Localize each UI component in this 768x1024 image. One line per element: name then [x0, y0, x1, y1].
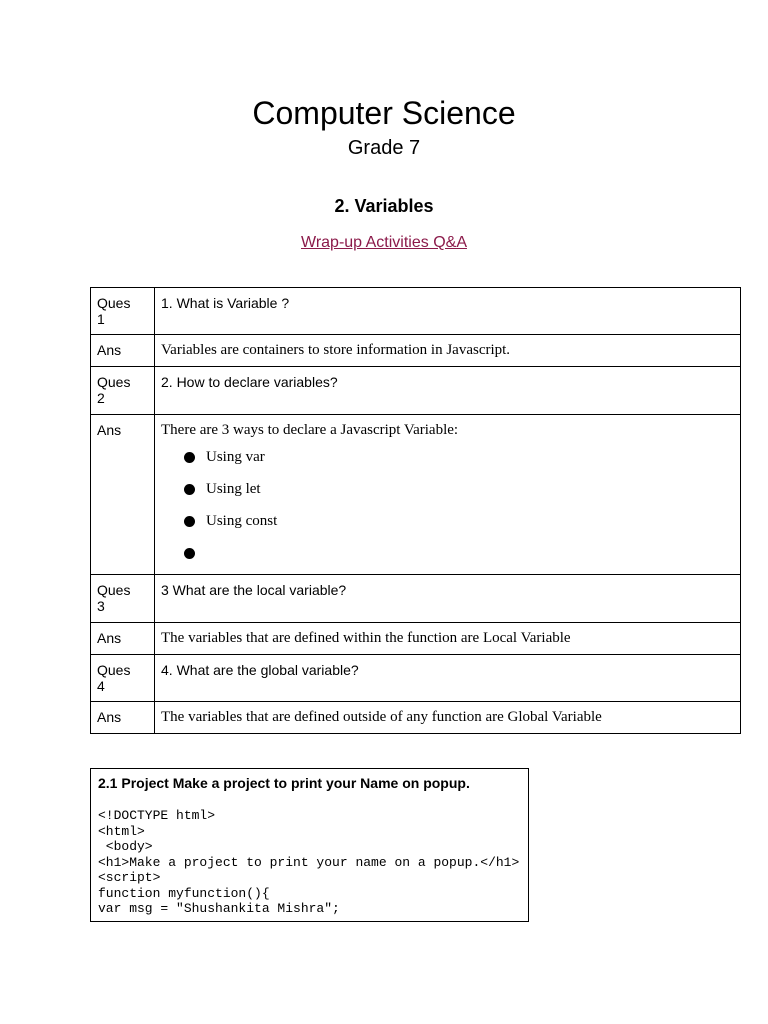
table-row — [91, 655, 741, 702]
bullet-text: Using const — [206, 513, 278, 529]
code-line: <html> — [98, 823, 145, 839]
question-text: 1. What is Variable ? — [155, 288, 741, 335]
code-line: <h1>Make a project to print your name on a popup.</h1> — [98, 854, 520, 870]
question-label — [91, 288, 155, 335]
answer-cell — [155, 415, 741, 575]
answer-label: Ans — [91, 335, 155, 367]
bullet-icon — [184, 548, 195, 559]
code-line: var msg = "Shushankita Mishra"; — [98, 901, 340, 916]
list-item — [184, 473, 740, 505]
bullet-icon — [184, 516, 195, 527]
table-row — [91, 623, 741, 655]
question-label — [91, 575, 155, 623]
question-label — [91, 367, 155, 415]
list-item — [184, 505, 740, 537]
chapter-heading: 2. Variables — [334, 196, 434, 216]
bullet-text: Using let — [206, 481, 261, 497]
page-subtitle: Grade 7 — [347, 137, 421, 159]
question-text: 2. How to declare variables? — [155, 367, 741, 415]
table-row — [91, 367, 741, 415]
list-item — [184, 537, 740, 569]
list-item — [184, 441, 740, 473]
page-title: Computer Science — [252, 95, 516, 131]
question-text: 3 What are the local variable? — [155, 575, 741, 623]
wrapup-activities-link[interactable]: Wrap-up Activities Q&A — [301, 234, 467, 251]
answer-label: Ans — [91, 702, 155, 734]
bullet-icon — [184, 452, 195, 463]
answer-label: Ans — [91, 415, 155, 575]
question-label-text: Ques 1 — [97, 295, 131, 327]
table-row — [91, 702, 741, 734]
bullet-icon — [184, 484, 195, 495]
code-line: <!DOCTYPE html> — [98, 808, 216, 823]
qa-table — [90, 287, 741, 734]
code-line: function myfunction(){ — [98, 885, 270, 901]
answer-text: The variables that are defined within the function are Local Variable — [155, 623, 741, 655]
code-line: <body> — [98, 839, 153, 854]
table-row — [91, 415, 741, 575]
answer-label: Ans — [91, 623, 155, 655]
answer-text: The variables that are defined outside of any function are Global Variable — [155, 702, 741, 734]
bullet-text: Using var — [206, 449, 265, 465]
answer-text: There are 3 ways to declare a Javascript Variable: — [161, 422, 459, 438]
question-label — [91, 655, 155, 702]
question-label-text: Ques 2 — [97, 374, 131, 406]
question-label-text: Ques 3 — [97, 582, 131, 614]
project-title: 2.1 Project Make a project to print your Name on popup. — [98, 775, 470, 791]
question-text: 4. What are the global variable? — [155, 655, 741, 702]
code-line: <script> — [98, 870, 161, 885]
table-row — [91, 288, 741, 335]
project-box — [90, 768, 529, 922]
table-row — [91, 575, 741, 623]
table-row — [91, 335, 741, 367]
bullet-list — [161, 441, 740, 569]
wrapup-link-line — [0, 233, 768, 253]
answer-text: Variables are containers to store information in Javascript. — [155, 335, 741, 367]
question-label-text: Ques 4 — [97, 662, 131, 694]
